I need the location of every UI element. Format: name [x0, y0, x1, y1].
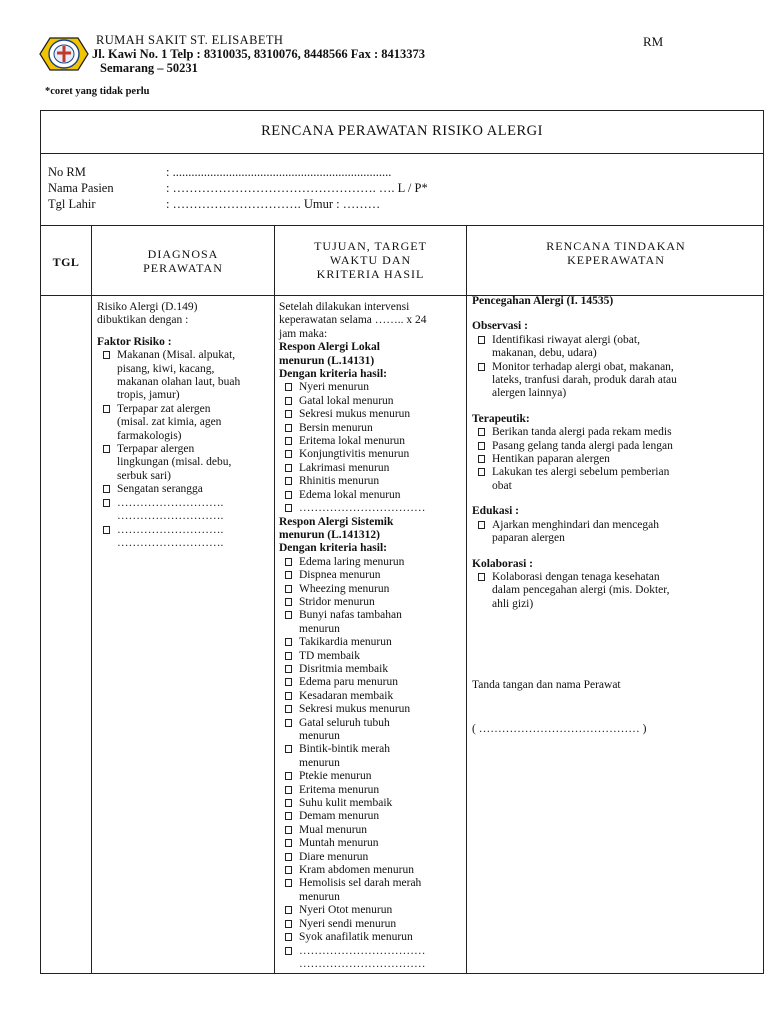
kriteria-lokal-item[interactable]: [279, 422, 465, 435]
kriteria-sistemik-item-label: Bintik-bintik merah menurun: [299, 743, 391, 769]
checkbox-icon[interactable]: [478, 468, 485, 476]
kriteria-sistemik-item-label: Nyeri Otot menurun: [299, 904, 393, 917]
edukasi-title: Edukasi :: [472, 505, 519, 518]
checkbox-icon[interactable]: [285, 866, 292, 874]
tgl-lahir-value: : …………………………. Umur : ………: [166, 197, 381, 211]
checkbox-icon[interactable]: [285, 826, 292, 834]
kriteria-sistemik-item[interactable]: [279, 676, 465, 689]
kriteria-sistemik-item-label: Edema laring menurun: [299, 555, 405, 568]
checkbox-icon[interactable]: [103, 445, 110, 453]
kriteria-sistemik-item[interactable]: [279, 596, 465, 609]
kriteria-sistemik-item-label: Gatal seluruh tubuh menurun: [299, 716, 390, 742]
kriteria-sistemik-item[interactable]: [279, 556, 465, 569]
kriteria-sistemik-item[interactable]: [279, 877, 465, 904]
observasi-item[interactable]: [472, 361, 762, 401]
checkbox-icon[interactable]: [285, 920, 292, 928]
tujuan-intro: Setelah dilakukan intervensi keperawatan selama …….. x 24 jam maka:: [279, 301, 427, 340]
kriteria-sistemik-item-label: TD membaik: [299, 649, 360, 662]
checkbox-icon[interactable]: [285, 692, 292, 700]
tgl-lahir-label: Tgl Lahir: [48, 197, 96, 211]
kriteria-lokal-item-label: ……………………………: [299, 502, 426, 515]
kriteria-sistemik-item-label: Suhu kulit membaik: [299, 797, 393, 810]
kolaborasi-item[interactable]: [472, 571, 762, 611]
kriteria-sistemik-item-label: Eritema menurun: [299, 783, 380, 796]
checkbox-icon[interactable]: [285, 705, 292, 713]
no-rm-label: No RM: [48, 165, 86, 179]
checkbox-icon[interactable]: [478, 363, 485, 371]
kriteria-sistemik-item-label: Nyeri sendi menurun: [299, 917, 397, 930]
strike-note: *coret yang tidak perlu: [45, 86, 150, 97]
faktor-risiko-item[interactable]: [97, 483, 273, 496]
rencana-cell: [472, 295, 762, 736]
checkbox-icon[interactable]: [285, 719, 292, 727]
terapeutik-item-label: Pasang gelang tanda alergi pada lengan: [492, 439, 673, 452]
kriteria-sistemik-item[interactable]: [279, 824, 465, 837]
checkbox-icon[interactable]: [285, 437, 292, 445]
signature-line[interactable]: ( …………………………………… ): [472, 722, 647, 735]
kriteria-sistemik-item[interactable]: [279, 810, 465, 823]
kriteria-sistemik-item[interactable]: [279, 770, 465, 783]
kriteria-sistemik-item[interactable]: [279, 717, 465, 744]
checkbox-icon[interactable]: [285, 933, 292, 941]
kriteria-lokal-item-label: Konjungtivitis menurun: [299, 448, 410, 461]
tujuan-cell: [279, 301, 465, 971]
kriteria-sistemik-item[interactable]: [279, 703, 465, 716]
checkbox-icon[interactable]: [285, 786, 292, 794]
checkbox-icon[interactable]: [285, 397, 292, 405]
kriteria-lokal-item[interactable]: [279, 448, 465, 461]
diagnosa-cell: [97, 301, 273, 550]
kolaborasi-item-label: Kolaborasi dengan tenaga kesehatan dalam pencegahan alergi (mis. Dokter, ahli gizi): [492, 570, 670, 610]
kriteria-sistemik-item-label: Takikardia menurun: [299, 636, 392, 649]
faktor-risiko-item-label: Terpapar zat alergen (misal. zat kimia, agen farmakologis): [117, 402, 222, 442]
kriteria-lokal-item-label: Sekresi mukus menurun: [299, 408, 411, 421]
faktor-risiko-item-label: ………………………. ……………………….: [117, 496, 224, 523]
kriteria-sistemik-item[interactable]: [279, 784, 465, 797]
kriteria-sistemik-item[interactable]: [279, 837, 465, 850]
field-tgl-lahir[interactable]: [48, 197, 380, 212]
observasi-title: Observasi :: [472, 320, 528, 333]
checkbox-icon[interactable]: [285, 906, 292, 914]
kriteria-sistemik-item[interactable]: [279, 569, 465, 582]
kriteria-sistemik-item-label: Hemolisis sel darah merah menurun: [299, 877, 422, 903]
faktor-risiko-title: Faktor Risiko :: [97, 335, 172, 348]
kriteria-lokal-item[interactable]: [279, 502, 465, 515]
kriteria-sistemik-item[interactable]: [279, 636, 465, 649]
checkbox-icon[interactable]: [103, 485, 110, 493]
kriteria-sistemik-item-label: Mual menurun: [299, 823, 368, 836]
terapeutik-item[interactable]: [472, 453, 762, 466]
edukasi-item-label: Ajarkan menghindari dan mencegah paparan alergen: [492, 518, 660, 545]
hospital-logo: [36, 34, 92, 74]
terapeutik-title: Terapeutik:: [472, 412, 530, 425]
faktor-risiko-item[interactable]: [97, 524, 273, 551]
kriteria-sistemik-item[interactable]: [279, 743, 465, 770]
checkbox-icon[interactable]: [285, 611, 292, 619]
kriteria-sistemik-item[interactable]: [279, 851, 465, 864]
checkbox-icon[interactable]: [285, 853, 292, 861]
kriteria-sistemik-item-label: Ptekie menurun: [299, 770, 372, 783]
hospital-city: Semarang – 50231: [100, 61, 198, 75]
care-plan-form: [40, 110, 764, 974]
field-no-rm[interactable]: [48, 165, 391, 180]
kriteria-lokal-item[interactable]: [279, 408, 465, 421]
kriteria-sistemik-item-label: Diare menurun: [299, 850, 369, 863]
checkbox-icon[interactable]: [285, 558, 292, 566]
faktor-risiko-item-label: ………………………. ……………………….: [117, 523, 224, 549]
kriteria-sistemik-item-label: Stridor menurun: [299, 595, 375, 608]
terapeutik-item-label: Hentikan paparan alergen: [492, 453, 610, 466]
checkbox-icon[interactable]: [478, 336, 485, 344]
kriteria-sistemik-item-label: Wheezing menurun: [299, 582, 390, 595]
checkbox-icon[interactable]: [285, 678, 292, 686]
kriteria-lokal-item[interactable]: [279, 489, 465, 502]
kriteria-lokal-item[interactable]: [279, 475, 465, 488]
rm-label: RM: [643, 34, 664, 49]
checkbox-icon[interactable]: [285, 879, 292, 887]
checkbox-icon[interactable]: [285, 477, 292, 485]
kriteria-sistemik-item-label: Kesadaran membaik: [299, 689, 394, 702]
checkbox-icon[interactable]: [285, 571, 292, 579]
checkbox-icon[interactable]: [478, 455, 485, 463]
kriteria-lokal-item-label: Rhinitis menurun: [299, 475, 380, 488]
kriteria-hasil-label-lokal: Dengan kriteria hasil:: [279, 368, 387, 381]
observasi-item-label: Monitor terhadap alergi obat, makanan, lateks, tranfusi darah, produk darah atau alergen lainnya): [492, 360, 677, 400]
nama-label: Nama Pasien: [48, 181, 114, 195]
kriteria-sistemik-item[interactable]: [279, 650, 465, 663]
col-header-tgl: TGL: [52, 255, 80, 269]
checkbox-icon[interactable]: [478, 442, 485, 450]
checkbox-icon[interactable]: [285, 799, 292, 807]
checkbox-icon[interactable]: [285, 638, 292, 646]
terapeutik-item[interactable]: [472, 466, 762, 493]
faktor-risiko-item-label: Terpapar alergen lingkungan (misal. debu, serbuk sari): [117, 443, 232, 482]
faktor-risiko-item[interactable]: [97, 403, 273, 443]
faktor-risiko-item[interactable]: [97, 349, 273, 403]
checkbox-icon[interactable]: [285, 652, 292, 660]
faktor-risiko-item-label: Sengatan serangga: [117, 483, 203, 496]
edukasi-item[interactable]: [472, 519, 762, 546]
kriteria-sistemik-item[interactable]: [279, 609, 465, 636]
checkbox-icon[interactable]: [103, 351, 110, 359]
kriteria-lokal-item[interactable]: [279, 462, 465, 475]
terapeutik-item-label: Berikan tanda alergi pada rekam medis: [492, 426, 672, 439]
kriteria-sistemik-item-label: Dispnea menurun: [299, 569, 381, 582]
checkbox-icon[interactable]: [285, 598, 292, 606]
nama-value: : …………………………………………. …. L / P*: [166, 181, 428, 195]
hospital-name: RUMAH SAKIT ST. ELISABETH: [96, 33, 284, 47]
checkbox-icon[interactable]: [285, 812, 292, 820]
kriteria-sistemik-item-label: …………………………… ……………………………: [299, 944, 426, 970]
checkbox-icon[interactable]: [103, 405, 110, 413]
checkbox-icon[interactable]: [285, 745, 292, 753]
kriteria-sistemik-item[interactable]: [279, 797, 465, 810]
terapeutik-item[interactable]: [472, 440, 762, 453]
kriteria-lokal-item-label: Gatal lokal menurun: [299, 394, 394, 407]
hospital-address: Jl. Kawi No. 1 Telp : 8310035, 8310076, 8448566 Fax : 8413373: [92, 47, 425, 61]
kriteria-sistemik-item-label: Muntah menurun: [299, 837, 379, 850]
kriteria-lokal-item-label: Bersin menurun: [299, 421, 373, 434]
kriteria-sistemik-item[interactable]: [279, 945, 465, 972]
respon-sistemik-title: Respon Alergi Sistemik menurun (L.141312): [279, 515, 394, 541]
terapeutik-item[interactable]: [472, 426, 762, 439]
kriteria-lokal-item-label: Nyeri menurun: [299, 381, 369, 394]
checkbox-icon[interactable]: [478, 573, 485, 581]
kriteria-lokal-item-label: Edema lokal menurun: [299, 488, 401, 501]
checkbox-icon[interactable]: [285, 410, 292, 418]
kriteria-lokal-item-label: Eritema lokal menurun: [299, 435, 406, 448]
signature-label: Tanda tangan dan nama Perawat: [472, 679, 621, 692]
checkbox-icon[interactable]: [285, 839, 292, 847]
kriteria-sistemik-item-label: Bunyi nafas tambahan menurun: [299, 609, 402, 635]
checkbox-icon[interactable]: [285, 665, 292, 673]
kriteria-sistemik-item-label: Kram abdomen menurun: [299, 864, 414, 877]
diagnosa-intro: Risiko Alergi (D.149) dibuktikan dengan :: [97, 301, 198, 327]
kriteria-sistemik-item-label: Syok anafilatik menurun: [299, 931, 413, 944]
checkbox-icon[interactable]: [285, 464, 292, 472]
checkbox-icon[interactable]: [285, 504, 292, 512]
checkbox-icon[interactable]: [103, 526, 110, 534]
kriteria-lokal-item[interactable]: [279, 395, 465, 408]
kriteria-sistemik-item-label: Disritmia membaik: [299, 662, 389, 675]
pencegahan-title: Pencegahan Alergi (I. 14535): [472, 295, 614, 307]
respon-lokal-title: Respon Alergi Lokal menurun (L.14131): [279, 341, 380, 367]
kriteria-sistemik-item[interactable]: [279, 690, 465, 703]
faktor-risiko-item[interactable]: [97, 443, 273, 483]
kriteria-sistemik-item[interactable]: [279, 931, 465, 944]
checkbox-icon[interactable]: [285, 491, 292, 499]
checkbox-icon[interactable]: [285, 772, 292, 780]
kriteria-sistemik-item[interactable]: [279, 918, 465, 931]
checkbox-icon[interactable]: [285, 585, 292, 593]
faktor-risiko-item-label: Makanan (Misal. alpukat, pisang, kiwi, kacang, makanan olahan laut, buah tropis, jamur): [117, 349, 241, 402]
no-rm-value: : ......................................................................: [166, 165, 392, 179]
kriteria-sistemik-item-label: Edema paru menurun: [299, 676, 398, 689]
hospital-header: [92, 33, 425, 75]
faktor-risiko-item[interactable]: [97, 497, 273, 524]
kriteria-hasil-label-sistemik: Dengan kriteria hasil:: [279, 542, 387, 555]
kriteria-sistemik-item[interactable]: [279, 583, 465, 596]
checkbox-icon[interactable]: [103, 499, 110, 507]
checkbox-icon[interactable]: [285, 383, 292, 391]
kriteria-sistemik-item[interactable]: [279, 904, 465, 917]
kriteria-lokal-item-label: Lakrimasi menurun: [299, 461, 390, 474]
checkbox-icon[interactable]: [478, 428, 485, 436]
observasi-item-label: Identifikasi riwayat alergi (obat, makanan, debu, udara): [492, 333, 640, 360]
kolaborasi-title: Kolaborasi :: [472, 557, 534, 570]
kriteria-lokal-item[interactable]: [279, 435, 465, 448]
checkbox-icon[interactable]: [285, 424, 292, 432]
terapeutik-item-label: Lakukan tes alergi sebelum pemberian obat: [492, 466, 670, 492]
col-header-diagnosa: DIAGNOSA PERAWATAN: [143, 247, 223, 275]
checkbox-icon[interactable]: [285, 947, 292, 955]
kriteria-lokal-item[interactable]: [279, 381, 465, 394]
field-nama-pasien[interactable]: [48, 181, 428, 196]
col-header-rencana: RENCANA TINDAKAN KEPERAWATAN: [546, 239, 686, 267]
kriteria-sistemik-item-label: Demam menurun: [299, 810, 380, 823]
col-header-tujuan: TUJUAN, TARGET WAKTU DAN KRITERIA HASIL: [314, 239, 427, 281]
form-title: RENCANA PERAWATAN RISIKO ALERGI: [261, 123, 543, 139]
checkbox-icon[interactable]: [478, 521, 485, 529]
kriteria-sistemik-item[interactable]: [279, 663, 465, 676]
kriteria-sistemik-item-label: Sekresi mukus menurun: [299, 703, 411, 716]
observasi-item[interactable]: [472, 334, 762, 361]
checkbox-icon[interactable]: [285, 450, 292, 458]
kriteria-sistemik-item[interactable]: [279, 864, 465, 877]
